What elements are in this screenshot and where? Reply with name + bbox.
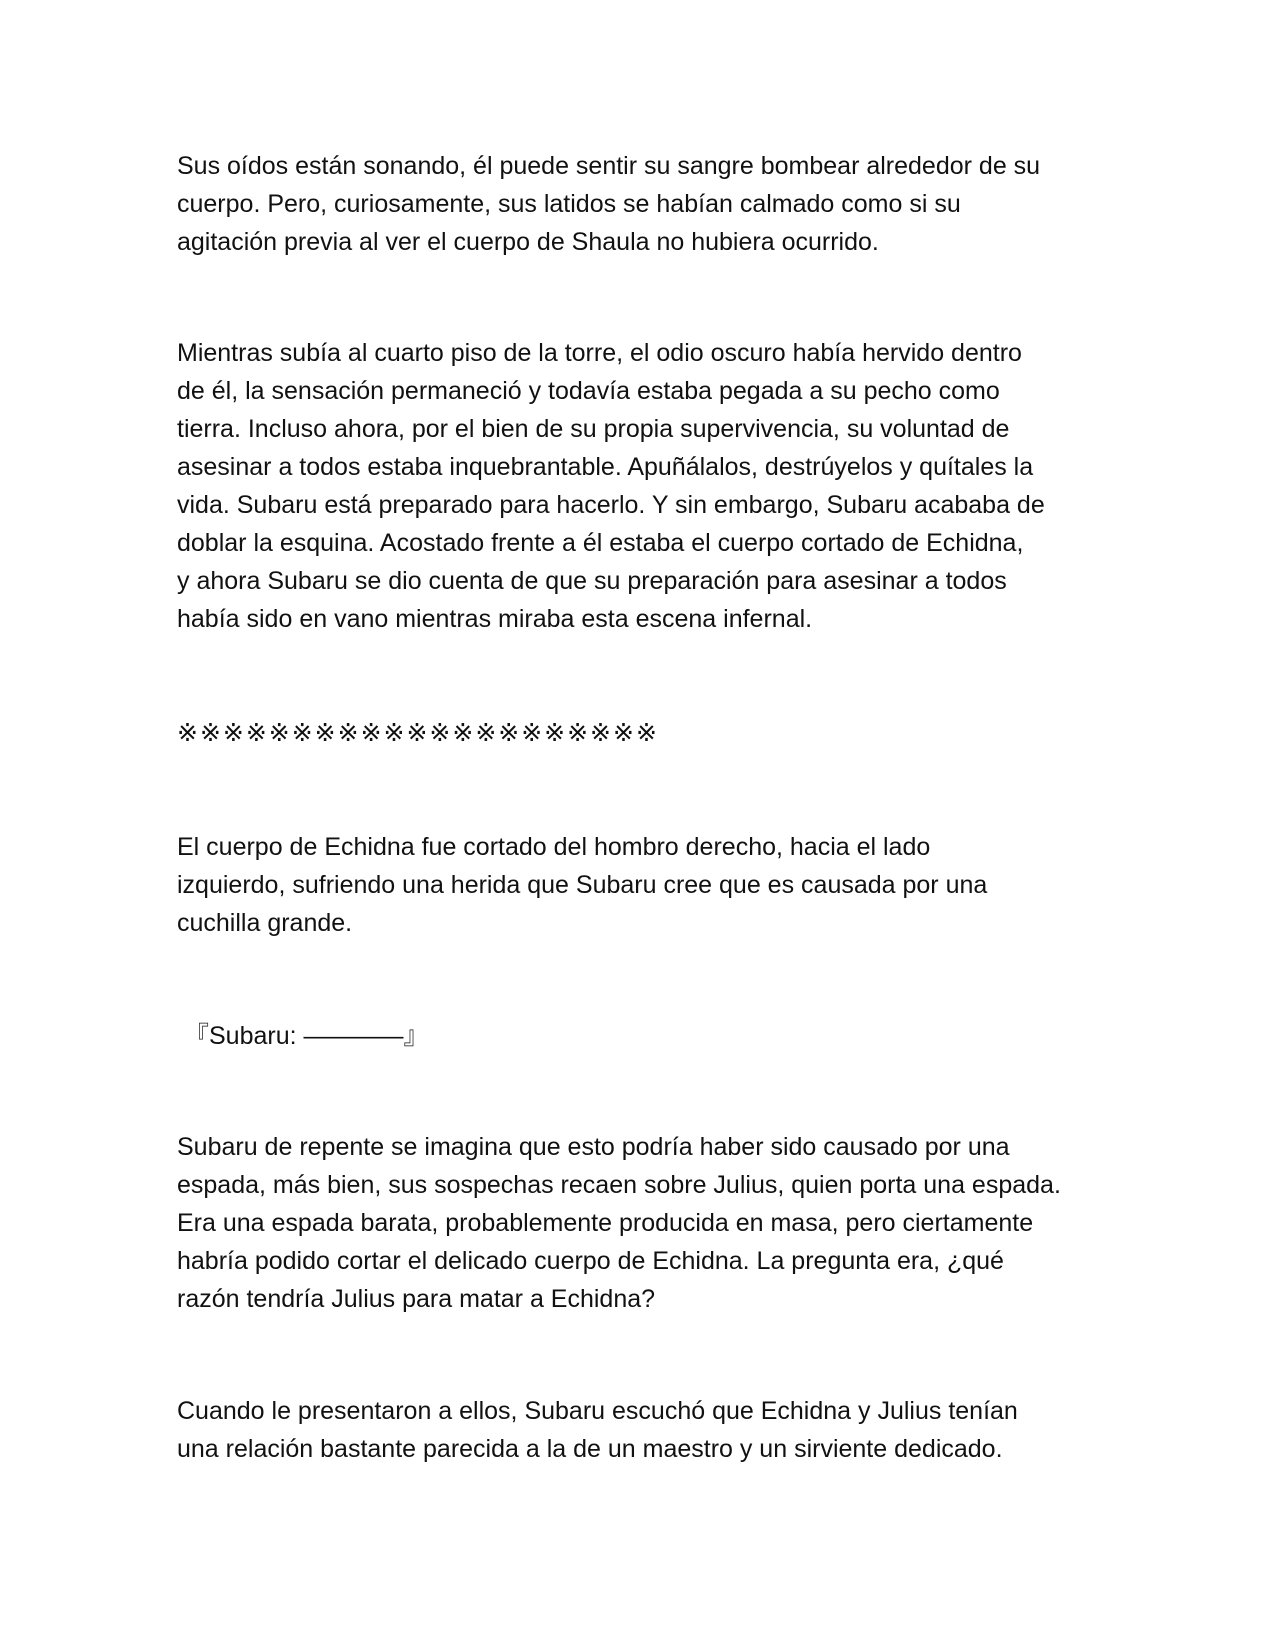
text-line: El cuerpo de Echidna fue cortado del hombro derecho, hacia el lado — [177, 833, 931, 861]
text-line: Mientras subía al cuarto piso de la torre, el odio oscuro había hervido dentro — [177, 339, 1022, 367]
paragraph-tower-climb — [177, 334, 1107, 638]
text-line: una relación bastante parecida a la de un maestro y un sirviente dedicado. — [177, 1435, 1003, 1463]
paragraph-opening — [177, 147, 1107, 261]
text-line: cuchilla grande. — [177, 909, 353, 937]
text-line: tierra. Incluso ahora, por el bien de su propia supervivencia, su voluntad de — [177, 415, 1010, 443]
scene-separator — [177, 714, 1107, 752]
text-line: doblar la esquina. Acostado frente a él estaba el cuerpo cortado de Echidna, — [177, 529, 1024, 557]
text-line: y ahora Subaru se dio cuenta de que su preparación para asesinar a todos — [177, 567, 1007, 595]
dialogue-text: 『Subaru: ————』 — [184, 1022, 429, 1050]
paragraph-relationship — [177, 1392, 1107, 1468]
text-line: izquierdo, sufriendo una herida que Subaru cree que es causada por una — [177, 871, 988, 899]
text-line: agitación previa al ver el cuerpo de Shaula no hubiera ocurrido. — [177, 228, 879, 256]
dialogue-line — [184, 1017, 1114, 1055]
paragraph-wound — [177, 828, 1107, 942]
text-line: Cuando le presentaron a ellos, Subaru escuchó que Echidna y Julius tenían — [177, 1397, 1018, 1425]
text-line: vida. Subaru está preparado para hacerlo. Y sin embargo, Subaru acababa de — [177, 491, 1045, 519]
text-line: había sido en vano mientras miraba esta escena infernal. — [177, 605, 813, 633]
text-line: habría podido cortar el delicado cuerpo de Echidna. La pregunta era, ¿qué — [177, 1247, 1004, 1275]
text-line: Sus oídos están sonando, él puede sentir su sangre bombear alrededor de su — [177, 152, 1041, 180]
text-line: espada, más bien, sus sospechas recaen sobre Julius, quien porta una espada. — [177, 1171, 1061, 1199]
text-line: cuerpo. Pero, curiosamente, sus latidos se habían calmado como si su — [177, 190, 961, 218]
paragraph-suspicion — [177, 1128, 1107, 1318]
text-line: de él, la sensación permaneció y todavía estaba pegada a su pecho como — [177, 377, 1000, 405]
text-line: razón tendría Julius para matar a Echidna? — [177, 1285, 656, 1313]
text-line: Era una espada barata, probablemente producida en masa, pero ciertamente — [177, 1209, 1034, 1237]
text-line: Subaru de repente se imagina que esto podría haber sido causado por una — [177, 1133, 1010, 1161]
text-line: asesinar a todos estaba inquebrantable. Apuñálalos, destrúyelos y quítales la — [177, 453, 1034, 481]
separator-marks: ※※※※※※※※※※※※※※※※※※※※※ — [177, 719, 659, 747]
